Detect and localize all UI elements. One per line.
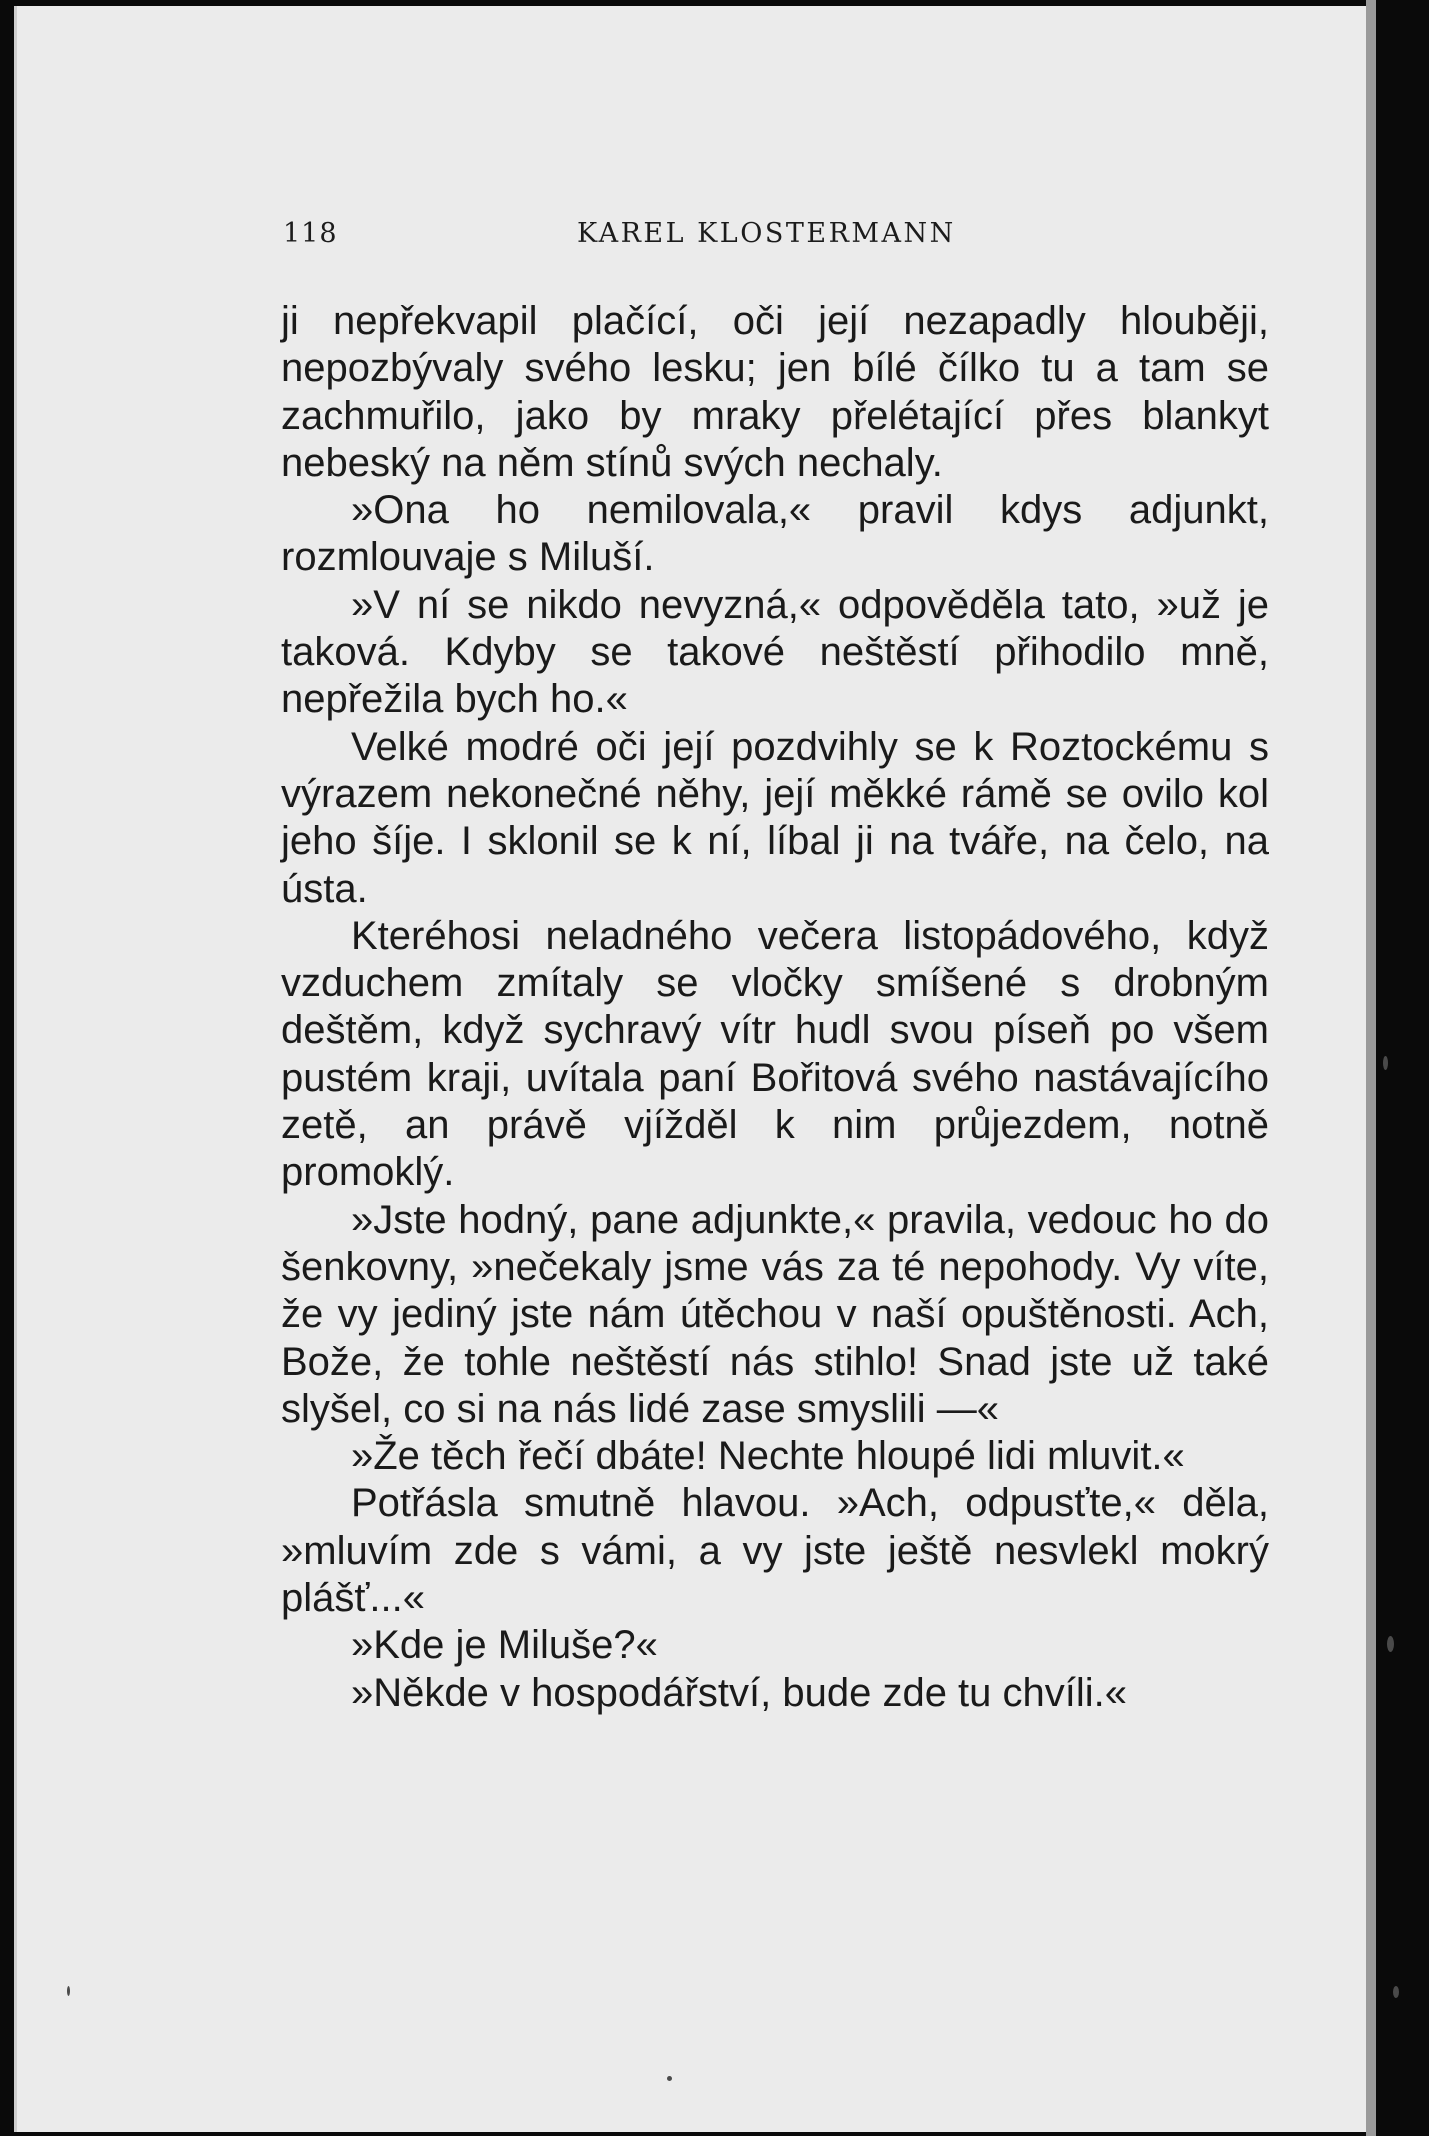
- paragraph: ji nepřekvapil plačící, oči její nezapadly hlouběji, nepozbývaly svého lesku; jen bílé čílko tu a tam se zachmuřilo, jako by mraky přelétající přes blankyt nebeský na něm stínů svých nechaly.: [281, 299, 1269, 485]
- paragraph: »Jste hodný, pane adjunkte,« pravila, vedouc ho do šenkovny, »nečekaly jsme vás za té nepohody. Vy víte, že vy jediný jste nám útěchou v naší opuštěnosti. Ach, Bože, že tohle neštěstí nás stihlo! Snad jste už také slyšel, co si na nás lidé zase smyslili —«: [281, 1197, 1269, 1431]
- paragraph: »Někde v hospodářství, bude zde tu chvíli.«: [351, 1670, 1128, 1715]
- paragraph: »V ní se nikdo nevyzná,« odpověděla tato, »už je taková. Kdyby se takové neštěstí přihodilo mně, nepřežila bych ho.«: [281, 582, 1269, 722]
- page-number: 118: [283, 218, 338, 249]
- paragraph: »Že těch řečí dbáte! Nechte hloupé lidi mluvit.«: [351, 1434, 1185, 1479]
- body-text: [281, 298, 1269, 1717]
- paragraph: Kteréhosi neladného večera listopádového, když vzduchem zmítaly se vločky smíšené s drobným deštěm, když sychravý vítr hudl svou píseň po všem pustém kraji, uvítala paní Bořitová svého nastávajícího zetě, an právě vjížděl k nim průjezdem, notně promoklý.: [281, 913, 1269, 1195]
- paper-speck: [67, 1986, 70, 1996]
- paragraph: »Kde je Miluše?«: [351, 1623, 658, 1668]
- paper-speck: [667, 2076, 672, 2081]
- paper-speck: [1383, 1056, 1388, 1070]
- paragraph: Potřásla smutně hlavou. »Ach, odpusťte,« děla, »mluvím zde s vámi, a vy jste ještě nesvlekl mokrý plášť...«: [281, 1481, 1269, 1621]
- page-edge-shadow: [1366, 0, 1376, 2136]
- paragraph: Velké modré oči její pozdvihly se k Roztockému s výrazem nekonečné něhy, její měkké rámě se ovilo kol jeho šíje. I sklonil se k ní, líbal ji na tváře, na čelo, na ústa.: [281, 724, 1269, 911]
- running-head: KAREL KLOSTERMANN: [577, 218, 956, 249]
- book-page: [14, 6, 1366, 2132]
- paper-speck: [1393, 1986, 1399, 1998]
- page-header: [17, 218, 1369, 258]
- paper-speck: [1387, 1636, 1394, 1652]
- paragraph: »Ona ho nemilovala,« pravil kdys adjunkt, rozmlouvaje s Miluší.: [281, 488, 1269, 580]
